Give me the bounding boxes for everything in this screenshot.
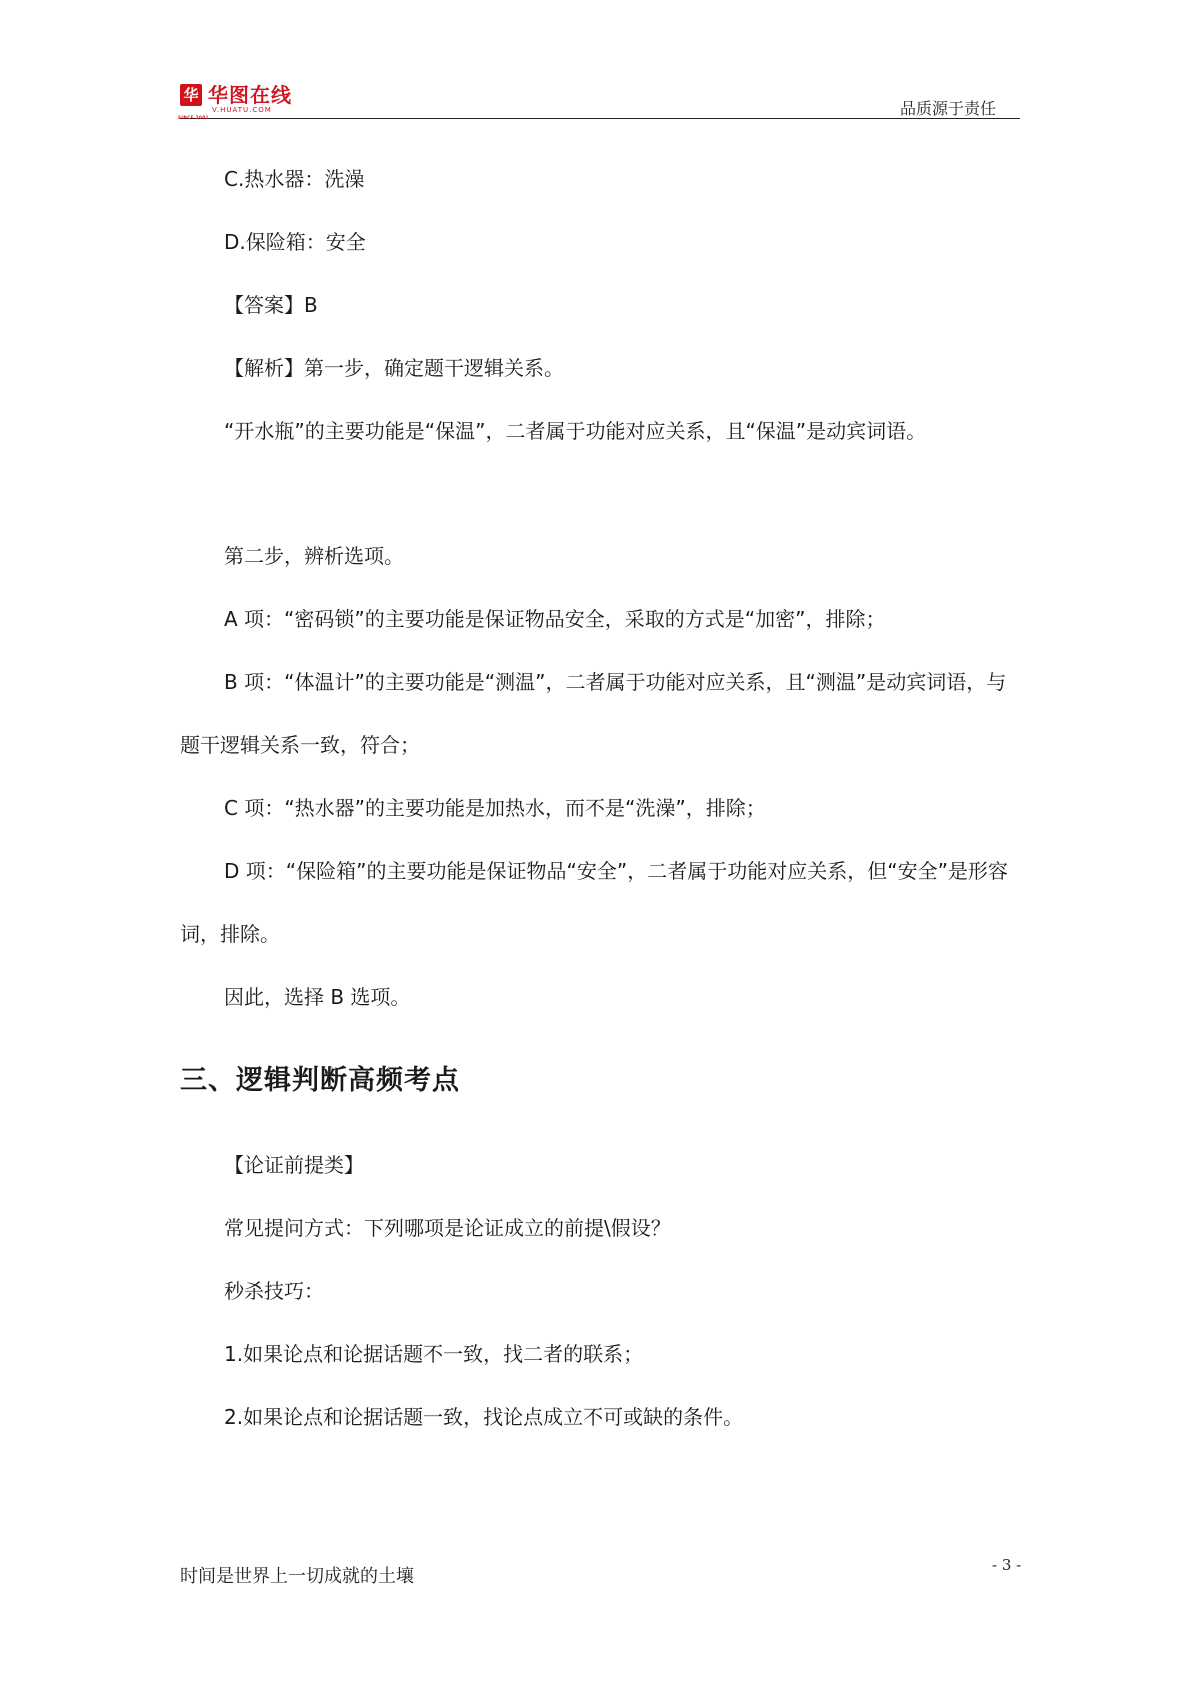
option-c: C.热水器：洗澡 <box>224 167 365 191</box>
tips-label: 秒杀技巧： <box>224 1279 324 1303</box>
tip-2: 2.如果论点和论据话题一致，找论点成立不可或缺的条件。 <box>224 1405 744 1429</box>
huatu-logo <box>178 83 292 120</box>
blank-line <box>180 463 1020 525</box>
logo-url: V.HUATU.COM <box>212 106 272 114</box>
document-body <box>180 148 1020 1449</box>
logo-mark-icon: 华 SINCE 2001 <box>180 84 202 106</box>
conclusion: 因此，选择 B 选项。 <box>224 985 411 1009</box>
header-slogan: 品质源于责任 <box>899 99 996 118</box>
topic-label: 【论证前提类】 <box>224 1153 364 1177</box>
option-a-analysis: A 项：“密码锁”的主要功能是保证物品安全，采取的方式是“加密”，排除； <box>224 607 886 631</box>
tip-1: 1.如果论点和论据话题不一致，找二者的联系； <box>224 1342 644 1366</box>
section-heading: 三、逻辑判断高频考点 <box>180 1065 460 1096</box>
analysis-step-2: 第二步，辨析选项。 <box>224 544 404 568</box>
option-d: D.保险箱：安全 <box>224 230 366 254</box>
page-number: - 3 - <box>992 1556 1022 1574</box>
logo-name: 华图在线 <box>208 83 292 107</box>
option-d-analysis: D 项：“保险箱”的主要功能是保证物品“安全”，二者属于功能对应关系，但“安全”是形容词，排除。 <box>180 859 1008 946</box>
logo-mark-sub: SINCE 2001 <box>178 115 209 120</box>
footer-motto: 时间是世界上一切成就的土壤 <box>180 1566 414 1587</box>
answer: 【答案】B <box>224 293 318 317</box>
option-c-analysis: C 项：“热水器”的主要功能是加热水，而不是“洗澡”，排除； <box>224 796 766 820</box>
page-header <box>180 82 1020 119</box>
question-style: 常见提问方式：下列哪项是论证成立的前提\假设？ <box>224 1216 671 1240</box>
analysis-step-1: 【解析】第一步，确定题干逻辑关系。 <box>224 356 564 380</box>
option-b-analysis: B 项：“体温计”的主要功能是“测温”，二者属于功能对应关系，且“测温”是动宾词语，与题干逻辑关系一致，符合； <box>180 670 1007 757</box>
analysis-relation: “开水瓶”的主要功能是“保温”，二者属于功能对应关系，且“保温”是动宾词语。 <box>224 419 927 443</box>
